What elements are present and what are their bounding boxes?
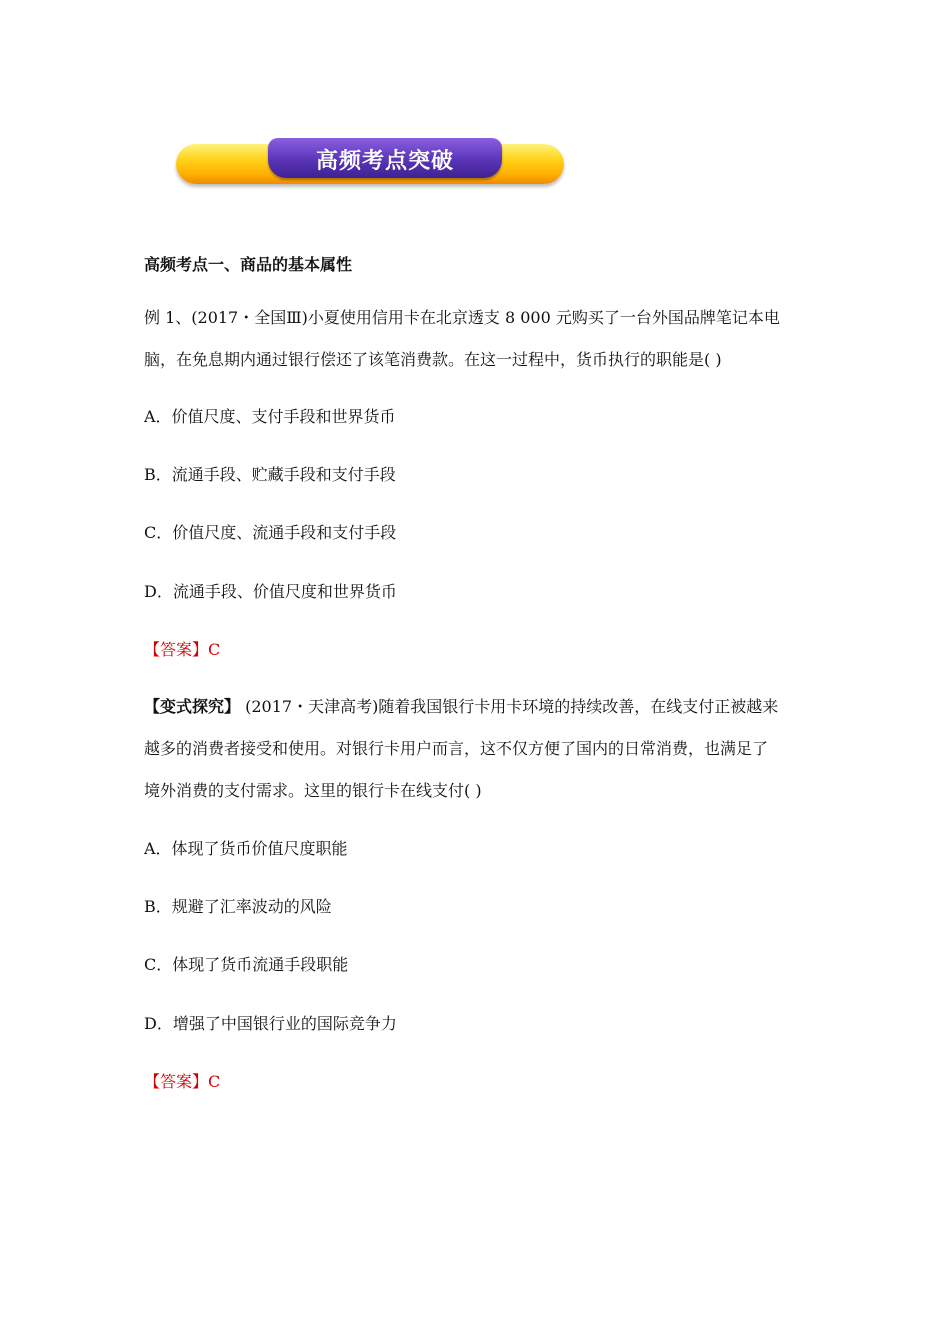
variant-option-b: B．规避了汇率波动的风险 <box>144 897 332 916</box>
example1-line: 脑，在免息期内通过银行偿还了该笔消费款。在这一过程中，货币执行的职能是( ) <box>144 350 722 369</box>
variant-line: 越多的消费者接受和使用。对银行卡用户而言，这不仅方便了国内的日常消费，也满足了 <box>144 739 769 758</box>
variant-text: (2017・天津高考)随着我国银行卡用卡环境的持续改善，在线支付正被越来 <box>240 697 779 716</box>
variant-option-a: A．体现了货币价值尺度职能 <box>144 839 348 858</box>
variant-option-d: D．增强了中国银行业的国际竞争力 <box>144 1014 397 1033</box>
section-banner <box>176 138 564 188</box>
example1-option-c: C．价值尺度、流通手段和支付手段 <box>144 523 397 542</box>
answer-label: 【答案】 <box>144 640 209 659</box>
example1-option-b: B．流通手段、贮藏手段和支付手段 <box>144 465 396 484</box>
variant-line: 境外消费的支付需求。这里的银行卡在线支付( ) <box>144 781 482 800</box>
banner-plate <box>268 138 502 178</box>
answer-value: C <box>208 640 221 659</box>
variant-label: 【变式探究】 <box>144 697 241 716</box>
answer-label: 【答案】 <box>144 1072 209 1091</box>
variant-option-c: C．体现了货币流通手段职能 <box>144 955 349 974</box>
variant-answer <box>144 1072 220 1092</box>
example1-option-a: A．价值尺度、支付手段和世界货币 <box>144 407 396 426</box>
variant-line <box>144 697 778 717</box>
example1-line: 例 1、(2017・全国Ⅲ)小夏使用信用卡在北京透支 8 000 元购买了一台外国品牌笔记本电 <box>144 308 780 327</box>
banner-title: 高频考点突破 <box>315 149 454 174</box>
answer-value: C <box>208 1072 221 1091</box>
example1-answer <box>144 640 220 660</box>
example1-option-d: D．流通手段、价值尺度和世界货币 <box>144 582 397 601</box>
section-heading: 高频考点一、商品的基本属性 <box>144 255 353 274</box>
